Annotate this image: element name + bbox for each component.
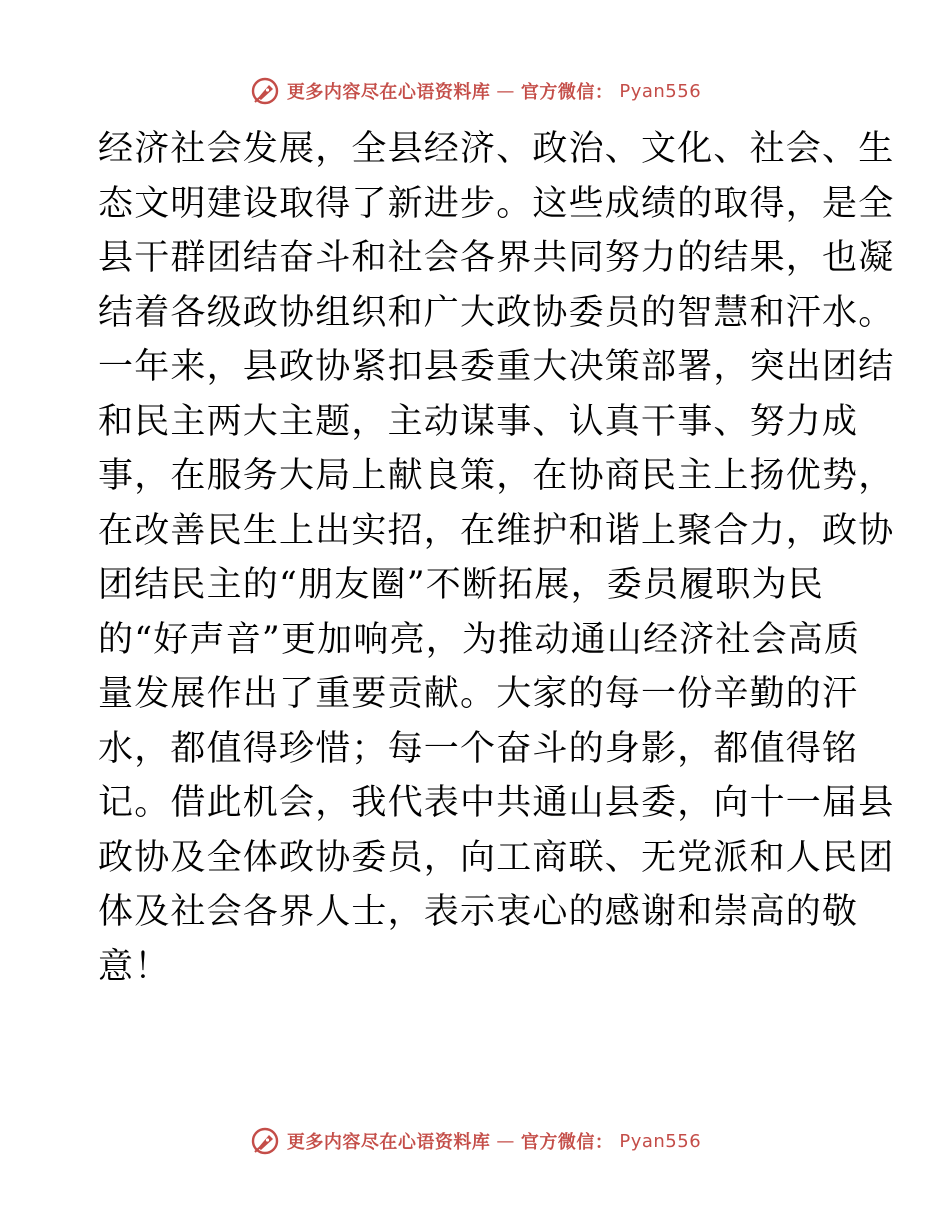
watermark-wechat-id: Pyan556 [619,80,702,102]
text-line: 态文明建设取得了新进步。这些成绩的取得，是全 [98,183,895,224]
fountain-pen-nib-icon [249,1125,281,1157]
document-body [98,122,895,994]
text-line: 量发展作出了重要贡献。大家的每一份辛勤的汗 [98,674,859,714]
text-line: 和民主两大主题，主动谋事、认真干事、努力成 [98,401,859,442]
footer-watermark [0,1124,950,1158]
watermark-wechat-label: 官方微信： [520,1132,614,1153]
text-line: 结着各级政协组织和广大政协委员的智慧和汗水。 [98,292,895,333]
watermark-main-text: 更多内容尽在心语资料库 [286,82,491,103]
text-line: 记。借此机会，我代表中共通山县委，向十一届县 [98,783,895,823]
text-line: 意！ [98,946,171,987]
text-line: 县干群团结奋斗和社会各界共同努力的结果，也凝 [98,238,895,278]
text-line: 事，在服务大局上献良策，在协商民主上扬优势， [98,456,895,496]
watermark-wechat-id: Pyan556 [619,1130,702,1152]
fountain-pen-nib-icon [249,75,281,107]
text-line: 在改善民生上出实招，在维护和谐上聚合力，政协 [98,510,895,551]
watermark-main-text: 更多内容尽在心语资料库 [286,1132,491,1153]
header-watermark [0,74,950,108]
text-line: 体及社会各界人士，表示衷心的感谢和崇高的敬 [98,892,859,932]
text-line: 水，都值得珍惜；每一个奋斗的身影，都值得铭 [98,728,859,769]
watermark-separator: — [496,1130,515,1152]
text-line: 政协及全体政协委员，向工商联、无党派和人民团 [98,837,895,878]
text-line: 的“好声音”更加响亮，为推动通山经济社会高质 [98,619,861,660]
watermark-separator: — [496,80,515,102]
watermark-wechat-label: 官方微信： [520,82,614,103]
text-line: 团结民主的“朋友圈”不断拓展，委员履职为民 [98,565,824,605]
text-line: 经济社会发展，全县经济、政治、文化、社会、生 [98,129,895,169]
text-line: 一年来，县政协紧扣县委重大决策部署，突出团结 [98,347,895,387]
